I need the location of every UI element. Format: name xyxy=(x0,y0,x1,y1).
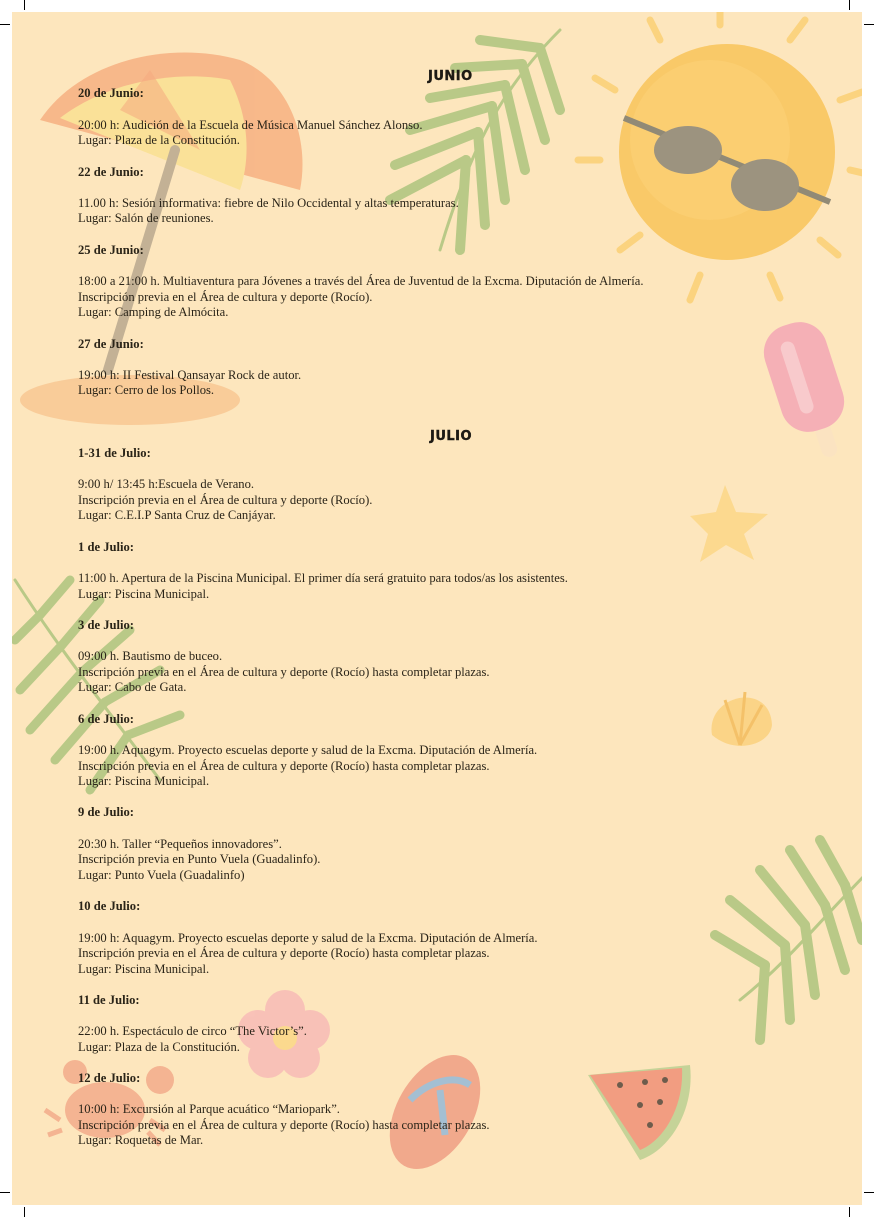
event-date: 1 de Julio: xyxy=(78,540,134,554)
event-date: 1-31 de Julio: xyxy=(78,446,151,460)
event-date: 10 de Julio: xyxy=(78,899,141,913)
event-line: 11.00 h: Sesión informativa: fiebre de Nilo Occidental y altas temperaturas. xyxy=(78,196,459,210)
event-line: 20:30 h. Taller “Pequeños innovadores”. xyxy=(78,837,282,851)
event-line: 19:00 h: II Festival Qansayar Rock de autor. xyxy=(78,368,302,382)
event-date: 11 de Julio: xyxy=(78,993,140,1007)
event-line: Lugar: Salón de reuniones. xyxy=(78,211,214,225)
event-date: 25 de Junio: xyxy=(78,243,144,257)
event-line: 10:00 h: Excursión al Parque acuático “Mariopark”. xyxy=(78,1102,340,1116)
event-date: 6 de Julio: xyxy=(78,712,134,726)
event-line: Lugar: Plaza de la Constitución. xyxy=(78,1040,240,1054)
month-heading-julio: JULIO xyxy=(430,429,473,444)
event-line: Inscripción previa en Punto Vuela (Guadalinfo). xyxy=(78,852,321,866)
event-date: 20 de Junio: xyxy=(78,86,144,100)
event-line: Lugar: Plaza de la Constitución. xyxy=(78,133,240,147)
event-line: 20:00 h: Audición de la Escuela de Música Manuel Sánchez Alonso. xyxy=(78,118,423,132)
event-line: Lugar: Roquetas de Mar. xyxy=(78,1133,204,1147)
event-date: 12 de Julio: xyxy=(78,1071,141,1085)
event-line: Lugar: Piscina Municipal. xyxy=(78,962,210,976)
event-line: Inscripción previa en el Área de cultura y deporte (Rocío) hasta completar plazas. xyxy=(78,946,490,960)
event-line: 19:00 h. Aquagym. Proyecto escuelas deporte y salud de la Excma. Diputación de Almería. xyxy=(78,743,538,757)
event-date: 22 de Junio: xyxy=(78,165,144,179)
event-line: Inscripción previa en el Área de cultura y deporte (Rocío) hasta completar plazas. xyxy=(78,665,490,679)
event-line: Lugar: Cabo de Gata. xyxy=(78,680,187,694)
month-heading-junio: JUNIO xyxy=(428,69,473,84)
event-line: Lugar: Piscina Municipal. xyxy=(78,774,210,788)
event-line: 11:00 h. Apertura de la Piscina Municipal. El primer día será gratuito para todos/as los asistentes. xyxy=(78,571,568,585)
event-line: 09:00 h. Bautismo de buceo. xyxy=(78,649,223,663)
event-line: Inscripción previa en el Área de cultura y deporte (Rocío) hasta completar plazas. xyxy=(78,759,490,773)
event-line: 19:00 h: Aquagym. Proyecto escuelas deporte y salud de la Excma. Diputación de Almería. xyxy=(78,931,538,945)
event-line: Inscripción previa en el Área de cultura y deporte (Rocío). xyxy=(78,290,373,304)
event-line: Lugar: Piscina Municipal. xyxy=(78,587,210,601)
event-line: Lugar: Punto Vuela (Guadalinfo) xyxy=(78,868,245,882)
event-date: 27 de Junio: xyxy=(78,337,144,351)
event-line: 22:00 h. Espectáculo de circo “The Victor’s”. xyxy=(78,1024,307,1038)
event-line: 18:00 a 21:00 h. Multiaventura para Jóvenes a través del Área de Juventud de la Excma. Diputación de Almería. xyxy=(78,274,644,288)
event-line: Lugar: Cerro de los Pollos. xyxy=(78,383,215,397)
event-date: 9 de Julio: xyxy=(78,805,134,819)
event-line: Inscripción previa en el Área de cultura y deporte (Rocío). xyxy=(78,493,373,507)
event-date: 3 de Julio: xyxy=(78,618,134,632)
event-line: Lugar: C.E.I.P Santa Cruz de Canjáyar. xyxy=(78,508,276,522)
event-line: 9:00 h/ 13:45 h:Escuela de Verano. xyxy=(78,477,255,491)
event-line: Lugar: Camping de Almócita. xyxy=(78,305,229,319)
event-line: Inscripción previa en el Área de cultura y deporte (Rocío) hasta completar plazas. xyxy=(78,1118,490,1132)
